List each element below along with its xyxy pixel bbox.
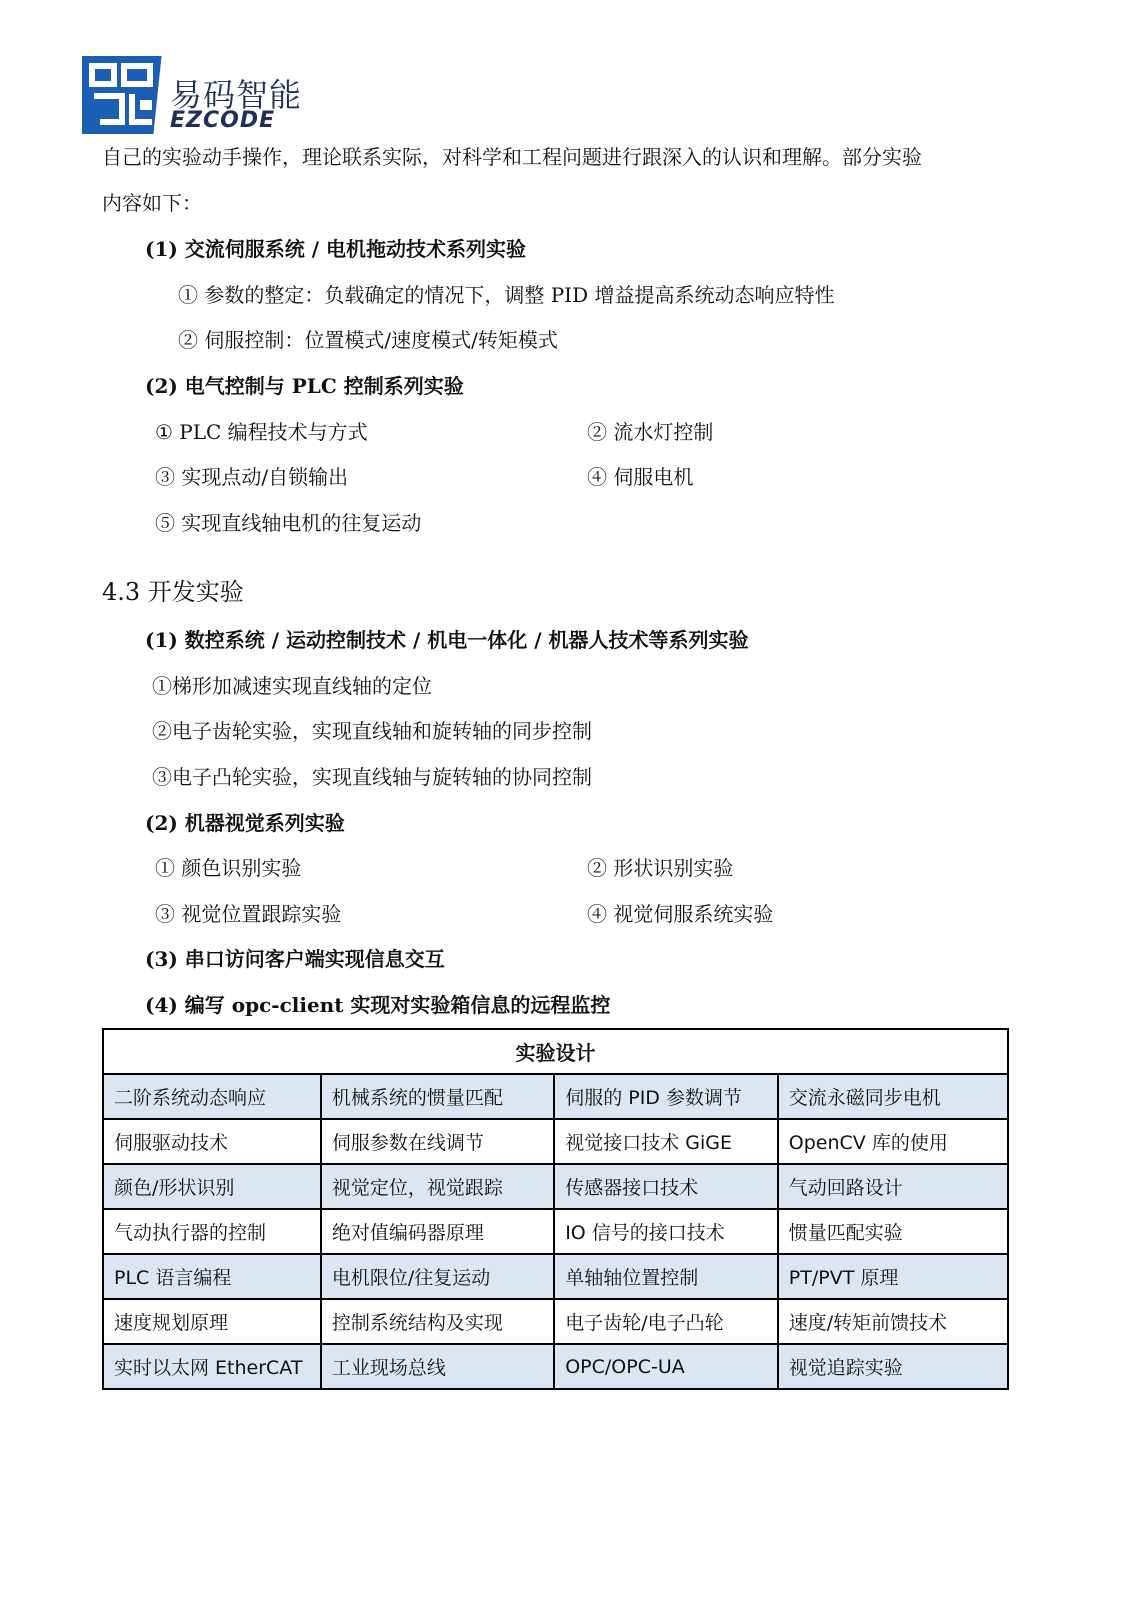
table-row: [103, 1074, 1008, 1119]
heading-plc: (2) 电气控制与 PLC 控制系列实验: [145, 374, 464, 398]
table-cell: 视觉定位，视觉跟踪: [321, 1164, 554, 1209]
heading-serial: (3) 串口访问客户端实现信息交互: [145, 947, 445, 971]
table-cell: PT/PVT 原理: [778, 1254, 1008, 1299]
table-cell: 单轴轴位置控制: [554, 1254, 778, 1299]
table-cell: 伺服驱动技术: [103, 1119, 321, 1164]
logo-chinese-name: 易码智能: [170, 76, 303, 114]
table-cell: 视觉接口技术 GiGE: [554, 1119, 778, 1164]
table-cell: 气动回路设计: [778, 1164, 1008, 1209]
heading-cnc: (1) 数控系统 / 运动控制技术 / 机电一体化 / 机器人技术等系列实验: [145, 628, 749, 652]
table-cell: 机械系统的惯量匹配: [321, 1074, 554, 1119]
table-cell: 速度规划原理: [103, 1299, 321, 1344]
table-cell: 传感器接口技术: [554, 1164, 778, 1209]
intro-line-1: 自己的实验动手操作，理论联系实际，对科学和工程问题进行跟深入的认识和理解。部分实验: [102, 145, 922, 169]
list-item: ④ 视觉伺服系统实验: [587, 902, 774, 926]
logo-mark-icon: [82, 52, 164, 136]
heading-machine-vision: (2) 机器视觉系列实验: [145, 811, 345, 835]
logo-english-name: EZCODE: [170, 108, 276, 133]
table-cell: OpenCV 库的使用: [778, 1119, 1008, 1164]
table-cell: 电子齿轮/电子凸轮: [554, 1299, 778, 1344]
table-cell: 视觉追踪实验: [778, 1344, 1008, 1389]
table-row: [103, 1209, 1008, 1254]
table-cell: PLC 语言编程: [103, 1254, 321, 1299]
table-cell: 速度/转矩前馈技术: [778, 1299, 1008, 1344]
table-row: [103, 1254, 1008, 1299]
list-item: ③ 视觉位置跟踪实验: [155, 902, 342, 926]
table-cell: 交流永磁同步电机: [778, 1074, 1008, 1119]
section-title-4-3: 4.3 开发实验: [102, 578, 244, 606]
table-cell: 实时以太网 EtherCAT: [103, 1344, 321, 1389]
intro-line-2: 内容如下：: [102, 191, 202, 215]
table-cell: 工业现场总线: [321, 1344, 554, 1389]
table-row: [103, 1299, 1008, 1344]
list-item: ② 流水灯控制: [587, 420, 714, 444]
table-cell: 惯量匹配实验: [778, 1209, 1008, 1254]
list-item: ① PLC 编程技术与方式: [155, 420, 368, 444]
table-cell: 伺服的 PID 参数调节: [554, 1074, 778, 1119]
list-item: ④ 伺服电机: [587, 465, 694, 489]
table-cell: OPC/OPC-UA: [554, 1344, 778, 1389]
experiment-design-table: [102, 1028, 1009, 1390]
table-cell: 气动执行器的控制: [103, 1209, 321, 1254]
table-title: 实验设计: [103, 1029, 1008, 1074]
heading-ac-servo: (1) 交流伺服系统 / 电机拖动技术系列实验: [145, 237, 527, 261]
table-cell: 电机限位/往复运动: [321, 1254, 554, 1299]
table-cell: 伺服参数在线调节: [321, 1119, 554, 1164]
list-item: ③电子凸轮实验，实现直线轴与旋转轴的协同控制: [152, 765, 592, 789]
list-item: ① 参数的整定：负载确定的情况下，调整 PID 增益提高系统动态响应特性: [178, 283, 835, 307]
table-cell: 二阶系统动态响应: [103, 1074, 321, 1119]
table-row: [103, 1344, 1008, 1389]
table-cell: 控制系统结构及实现: [321, 1299, 554, 1344]
table-row: [103, 1164, 1008, 1209]
table-cell: IO 信号的接口技术: [554, 1209, 778, 1254]
list-item: ⑤ 实现直线轴电机的往复运动: [155, 511, 422, 535]
list-item: ② 形状识别实验: [587, 856, 734, 880]
table-cell: 颜色/形状识别: [103, 1164, 321, 1209]
list-item: ① 颜色识别实验: [155, 856, 302, 880]
list-item: ② 伺服控制：位置模式/速度模式/转矩模式: [178, 328, 558, 352]
company-logo: [82, 52, 332, 142]
table-cell: 绝对值编码器原理: [321, 1209, 554, 1254]
table-row: [103, 1119, 1008, 1164]
list-item: ②电子齿轮实验，实现直线轴和旋转轴的同步控制: [152, 719, 592, 743]
heading-opc-client: (4) 编写 opc-client 实现对实验箱信息的远程监控: [145, 993, 611, 1017]
list-item: ③ 实现点动/自锁输出: [155, 465, 349, 489]
list-item: ①梯形加减速实现直线轴的定位: [152, 674, 432, 698]
